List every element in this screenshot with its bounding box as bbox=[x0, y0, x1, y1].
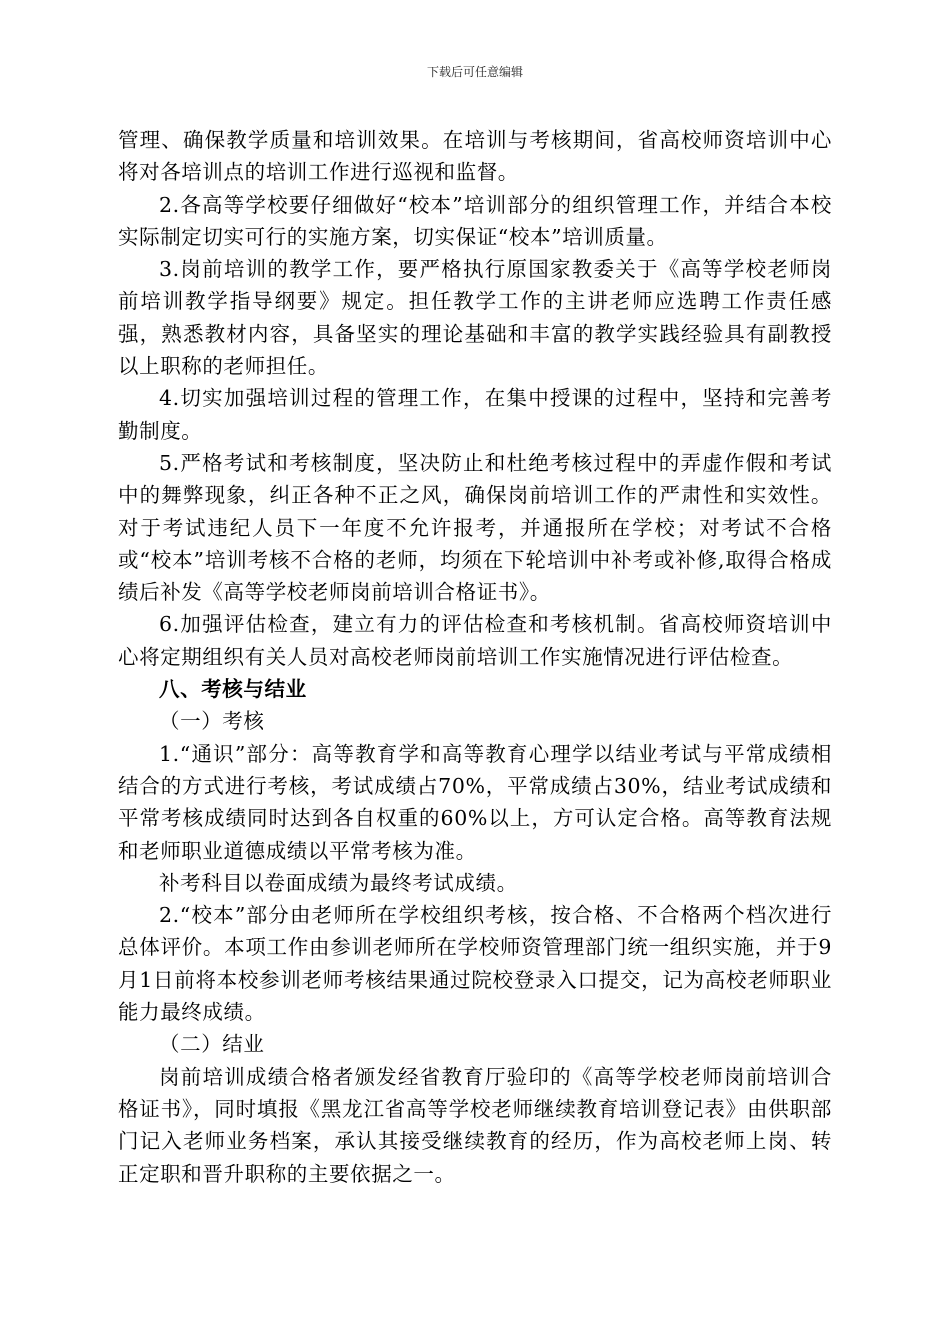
paragraph: 5.严格考试和考核制度，坚决防止和杜绝考核过程中的弄虚作假和考试中的舞弊现象，纠正各种不正之风，确保岗前培训工作的严肃性和实效性。对于考试违纪人员下一年度不允许报考，并通报所在学校；对考试不合格或“校本”培训考核不合格的老师，均须在下轮培训中补考或补修,取得合格成绩后补发《高等学校老师岗前培训合格证书》。 bbox=[118, 450, 832, 605]
paragraph: 管理、确保教学质量和培训效果。在培训与考核期间，省高校师资培训中心将对各培训点的培训工作进行巡视和监督。 bbox=[118, 128, 832, 185]
paragraph: 2.各高等学校要仔细做好“校本”培训部分的组织管理工作，并结合本校实际制定切实可行的实施方案，切实保证“校本”培训质量。 bbox=[118, 192, 832, 249]
subsection-heading: （一）考核 bbox=[159, 709, 265, 734]
paragraph: 6.加强评估检查，建立有力的评估检查和考核机制。省高校师资培训中心将定期组织有关人员对高校老师岗前培训工作实施情况进行评估检查。 bbox=[118, 612, 832, 669]
page-header-note: 下载后可任意编辑 bbox=[426, 65, 523, 79]
section-heading: 八、考核与结业 bbox=[159, 677, 307, 702]
subsection-heading: （二）结业 bbox=[159, 1032, 265, 1057]
paragraph: 2.“校本”部分由老师所在学校组织考核，按合格、不合格两个档次进行总体评价。本项工作由参训老师所在学校师资管理部门统一组织实施，并于9月1日前将本校参训老师考核结果通过院校登录入口提交，记为高校老师职业能力最终成绩。 bbox=[118, 903, 832, 1025]
document-body bbox=[118, 124, 832, 1190]
paragraph: 3.岗前培训的教学工作，要严格执行原国家教委关于《高等学校老师岗前培训教学指导纲要》规定。担任教学工作的主讲老师应选聘工作责任感强，熟悉教材内容，具备坚实的理论基础和丰富的教学实践经验具有副教授以上职称的老师担任。 bbox=[118, 257, 832, 379]
paragraph: 4.切实加强培训过程的管理工作，在集中授课的过程中，坚持和完善考勤制度。 bbox=[118, 386, 832, 443]
paragraph: 岗前培训成绩合格者颁发经省教育厅验印的《高等学校老师岗前培训合格证书》，同时填报《黑龙江省高等学校老师继续教育培训登记表》由供职部门记入老师业务档案，承认其接受继续教育的经历，作为高校老师上岗、转正定职和晋升职称的主要依据之一。 bbox=[118, 1064, 832, 1186]
paragraph: 1.“通识”部分：高等教育学和高等教育心理学以结业考试与平常成绩相结合的方式进行考核，考试成绩占70%，平常成绩占30%，结业考试成绩和平常考核成绩同时达到各自权重的60%以上，方可认定合格。高等教育法规和老师职业道德成绩以平常考核为准。 bbox=[118, 741, 832, 863]
paragraph: 补考科目以卷面成绩为最终考试成绩。 bbox=[159, 870, 518, 895]
